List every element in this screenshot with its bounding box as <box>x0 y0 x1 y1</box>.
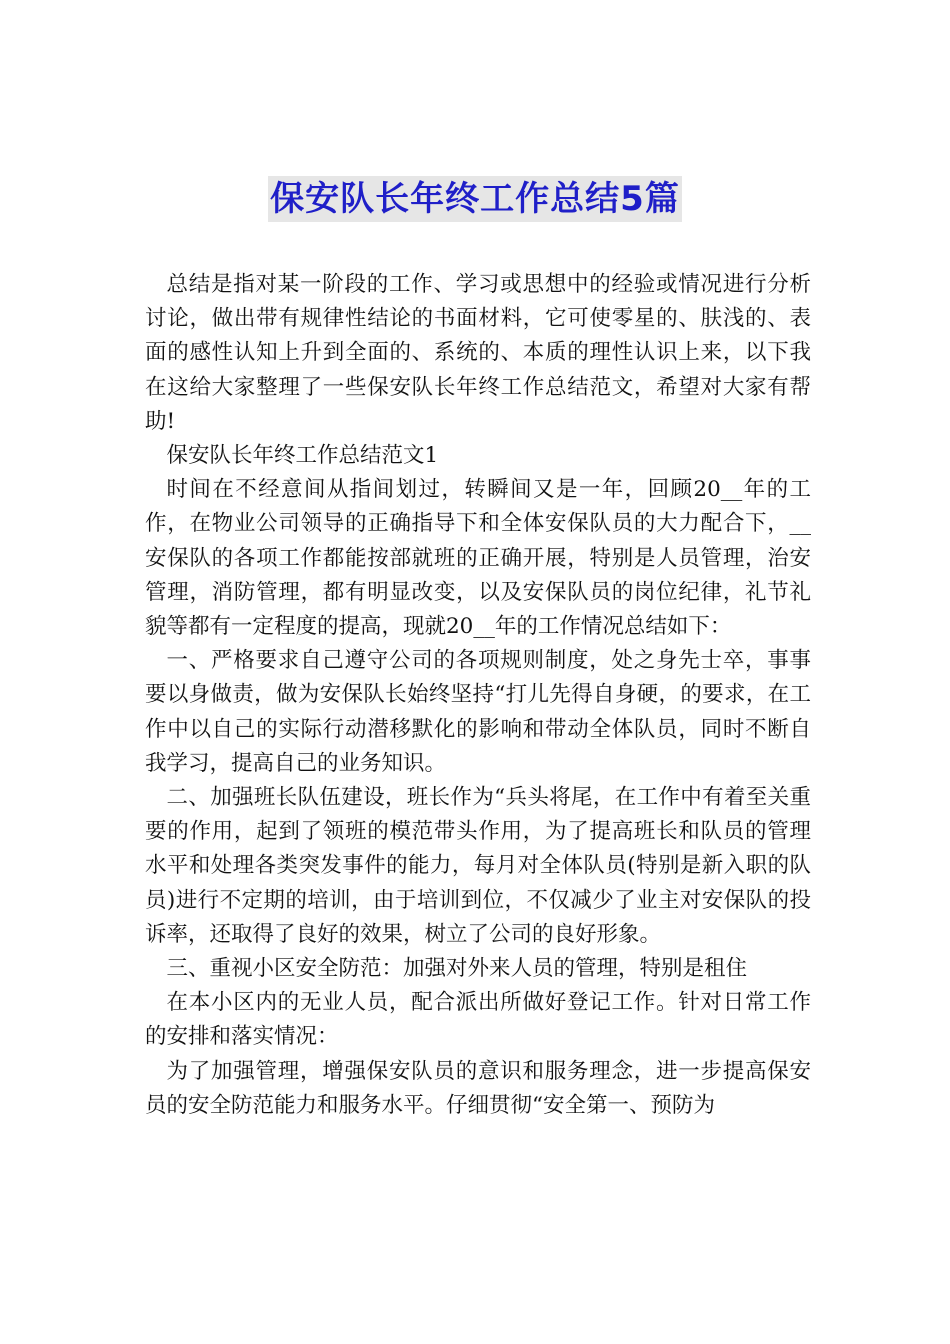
paragraph-point-2: 二、加强班长队伍建设，班长作为“兵头将尾，在工作中有着至关重要的作用，起到了领班的模范带头作用，为了提高班长和队员的管理水平和处理各类突发事件的能力，每月对全体队员(特别是新入职的队员)进行不定期的培训，由于培训到位，不仅减少了业主对安保队的投诉率，还取得了良好的效果，树立了公司的良好形象。 <box>145 785 811 947</box>
paragraph-point-1: 一、严格要求自己遵守公司的各项规则制度，处之身先士卒，事事要以身做责，做为安保队长始终坚持“打儿先得自身硬，的要求，在工作中以自己的实际行动潜移默化的影响和带动全体队员，同时不断自我学习，提高自己的业务知识。 <box>145 648 811 776</box>
document-title: 保安队长年终工作总结5篇 <box>268 176 682 222</box>
title-container <box>0 176 950 222</box>
paragraph-review: 时间在不经意间从指间划过，转瞬间又是一年，回顾20__年的工作，在物业公司领导的正确指导下和全体安保队员的大力配合下，__安保队的各项工作都能按部就班的正确开展，特别是人员管理，治安管理，消防管理，都有明显改变，以及安保队员的岗位纪律，礼节礼貌等都有一定程度的提高，现就20__年的工作情况总结如下： <box>145 477 811 640</box>
section-heading: 保安队长年终工作总结范文1 <box>166 443 439 469</box>
paragraph-intro: 总结是指对某一阶段的工作、学习或思想中的经验或情况进行分析讨论，做出带有规律性结论的书面材料，它可使零星的、肤浅的、表面的感性认知上升到全面的、系统的、本质的理性认识上来，以下我在这给大家整理了一些保安队长年终工作总结范文，希望对大家有帮助! <box>145 272 811 434</box>
paragraph-point-3-cont: 在本小区内的无业人员，配合派出所做好登记工作。针对日常工作的安排和落实情况： <box>145 990 811 1050</box>
document-body <box>145 268 811 1123</box>
paragraph-management: 为了加强管理，增强保安队员的意识和服务理念，进一步提高保安员的安全防范能力和服务水平。仔细贯彻“安全第一、预防为 <box>145 1058 811 1118</box>
paragraph-point-3: 三、重视小区安全防范：加强对外来人员的管理，特别是租住 <box>166 956 748 982</box>
